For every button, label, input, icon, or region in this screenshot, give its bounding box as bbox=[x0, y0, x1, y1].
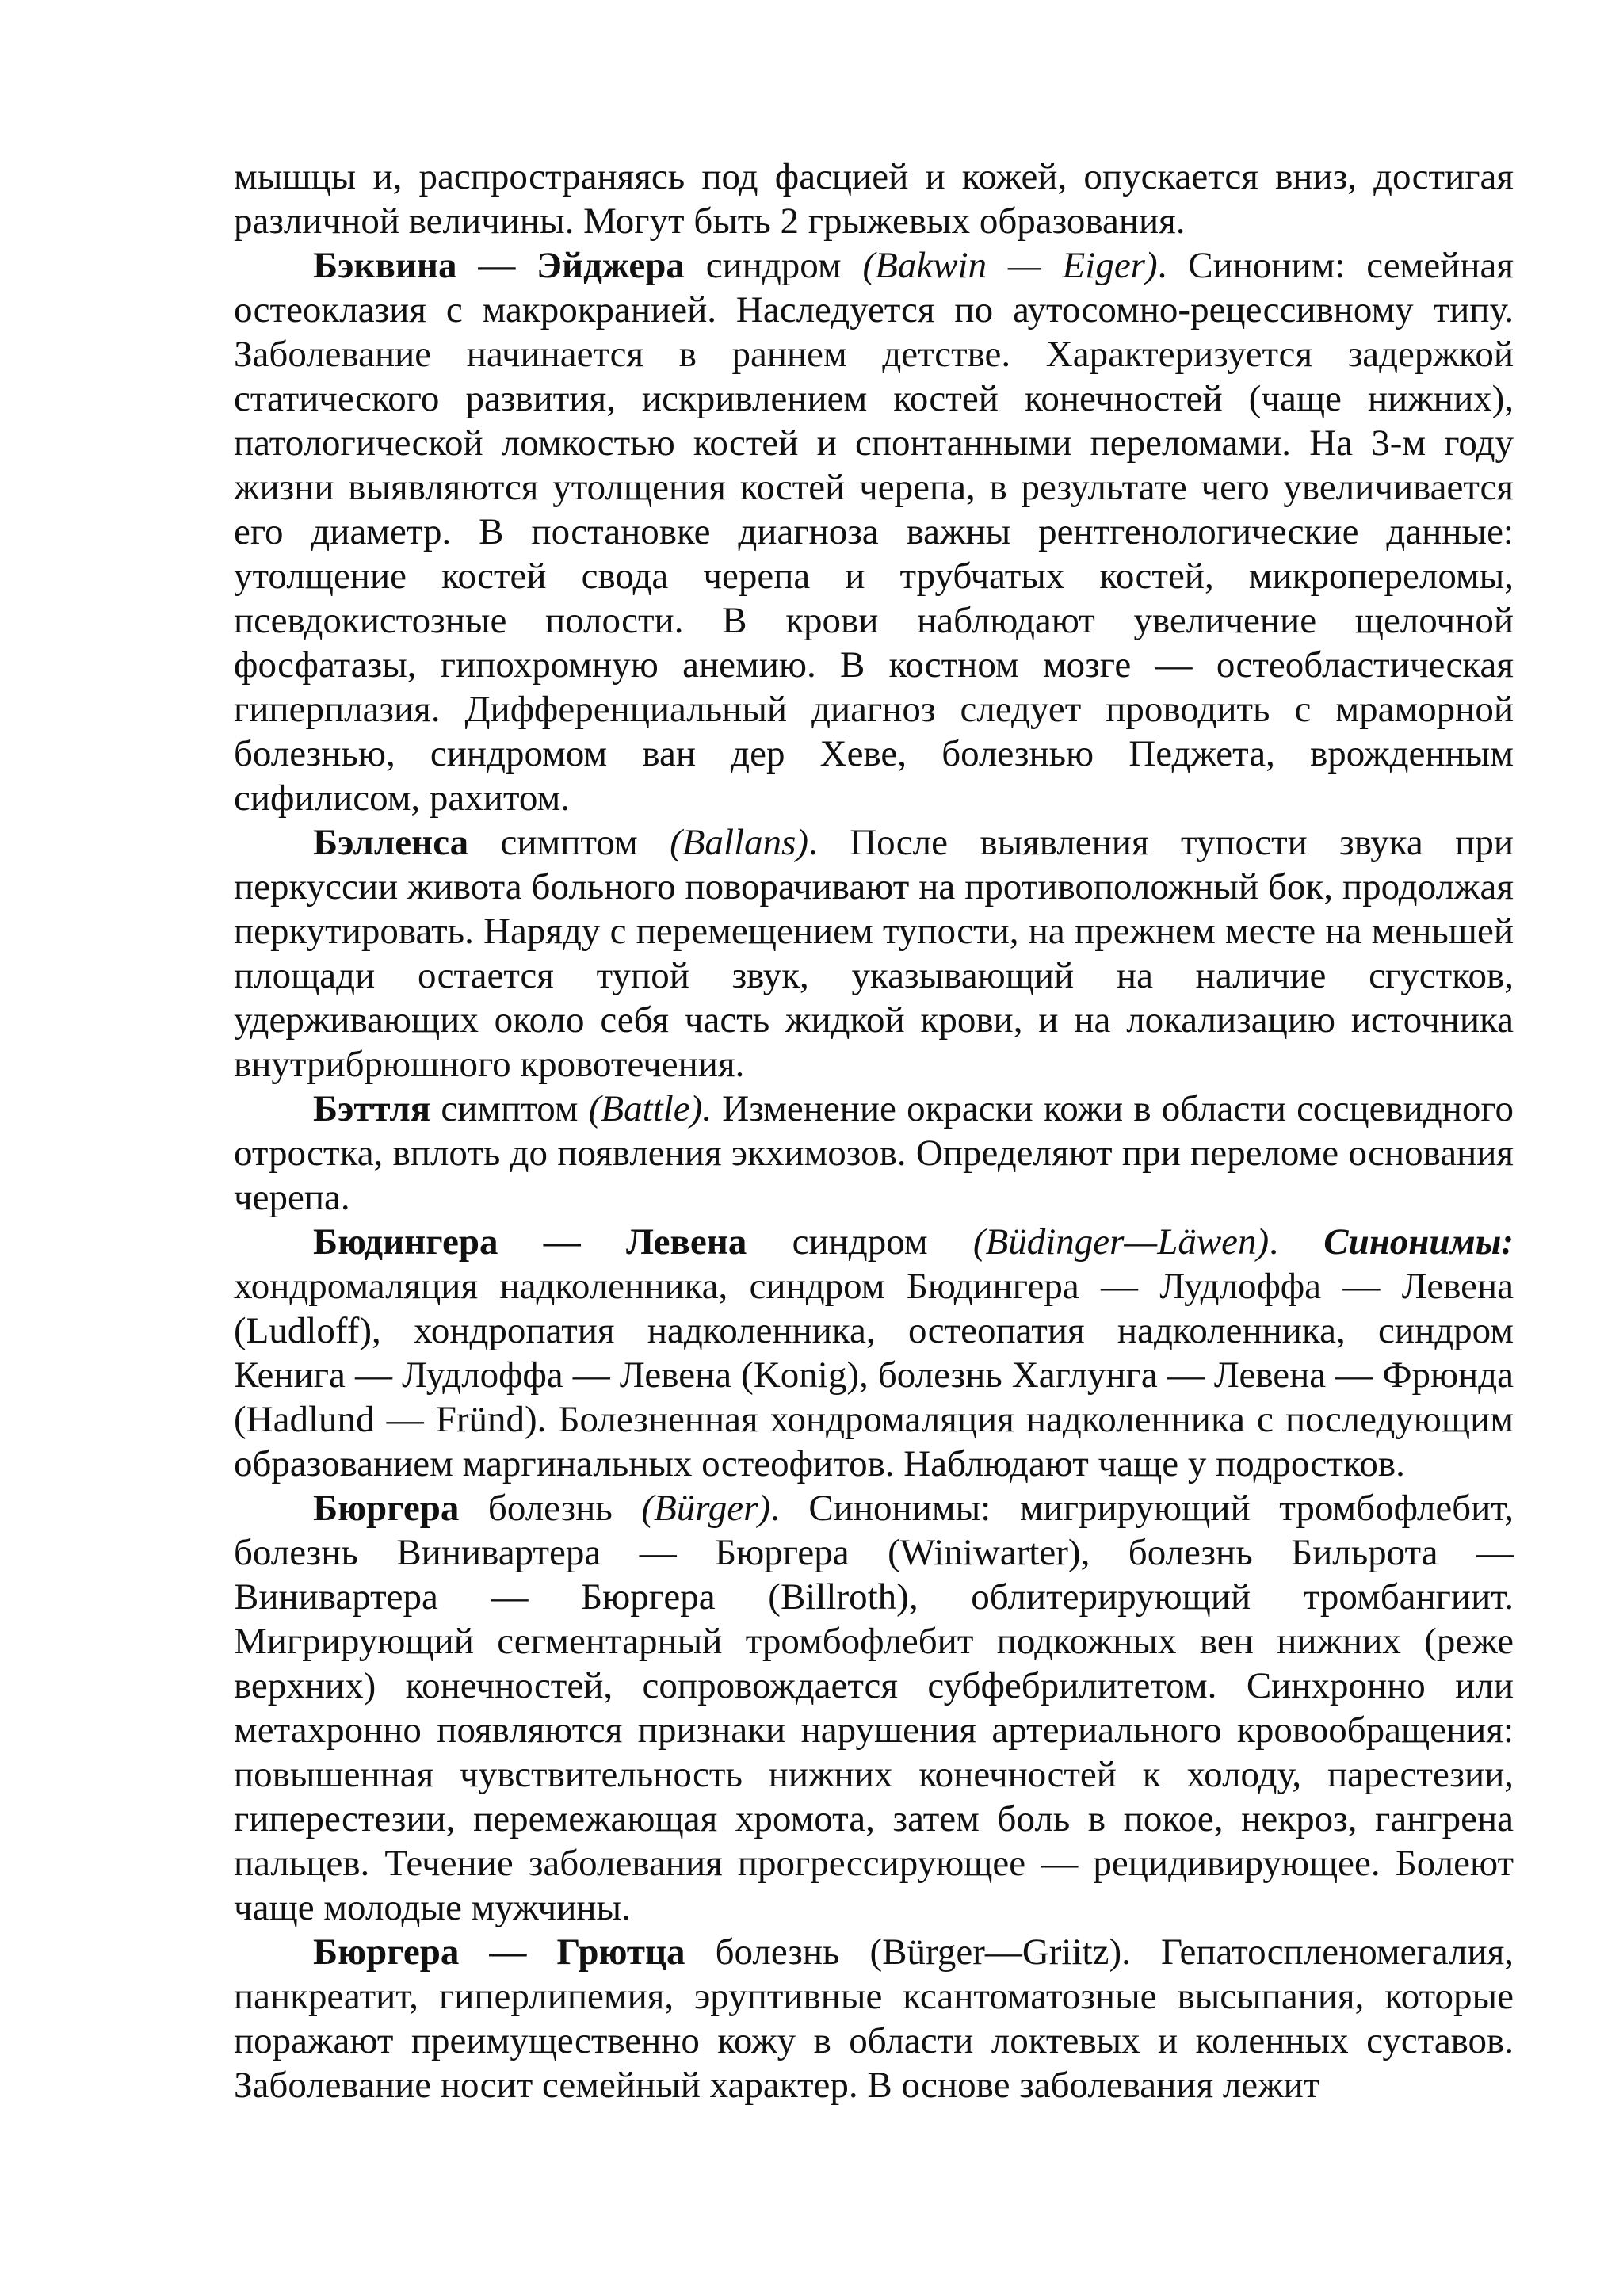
entry-text: болезнь (Bürger—Griitz). Гепатоспленомегалия, панкреатит, гиперлипемия, эруптивные ксантоматозные высыпания, которые поражают преимущественно кожу в области локтевых и коленных суставов. Заболевание носит семейный характер. В основе заболевания лежит bbox=[234, 1931, 1514, 2106]
entry-budinger-lawen bbox=[234, 1220, 1514, 1486]
document-page bbox=[234, 155, 1514, 2107]
entry-text: синдром bbox=[684, 245, 863, 286]
entry-text: болезнь bbox=[459, 1488, 642, 1529]
entry-latin-name: (Bakwin — Eiger) bbox=[862, 245, 1158, 286]
entry-text: . bbox=[1269, 1221, 1324, 1263]
entry-battle bbox=[234, 1087, 1514, 1220]
entry-text: синдром bbox=[747, 1221, 973, 1263]
entry-text: . Синонимы: мигрирующий тромбофлебит, болезнь Винивартера — Бюргера (Winiwarter), болезнь Бильрота — Винивартера — Бюргера (Billroth), облитерирующий тромбангиит. Мигрирующий сегментарный тромбофлебит подкожных вен нижних (реже верхних) конечностей, сопровождается субфебрилитетом. Синхронно или метахронно появляются признаки нарушения артериального кровообращения: повышенная чувствительность нижних конечностей к холоду, парестезии, гиперестезии, перемежающая хромота, затем боль в покое, некроз, гангрена пальцев. Течение заболевания прогрессирующее — рецидивирующее. Болеют чаще молодые мужчины. bbox=[234, 1488, 1514, 1928]
entry-text: хондромаляция надколенника, синдром Бюдингера — Лудлоффа — Левена (Ludloff), хондропатия надколенника, остеопатия надколенника, синдром Кенига — Лудлоффа — Левена (Konig), болезнь Хаглунга — Левена — Фрюнда (Hadlund — Fründ). Болезненная хондромаляция надколенника с последующим образованием маргинальных остеофитов. Наблюдают чаще у подростков. bbox=[234, 1266, 1514, 1484]
entry-bakwin-eiger bbox=[234, 243, 1514, 820]
entry-term: Бюдингера — Левена bbox=[313, 1221, 747, 1263]
entry-text: . После выявления тупости звука при перкуссии живота больного поворачивают на противоположный бок, продолжая перкутировать. Наряду с перемещением тупости, на прежнем месте на меньшей площади остается тупой звук, указывающий на наличие сгустков, удерживающих около себя часть жидкой крови, и на локализацию источника внутрибрюшного кровотечения. bbox=[234, 822, 1514, 1085]
entry-term: Бюргера — Грютца bbox=[313, 1931, 685, 1973]
paragraph-text: мышцы и, распространяясь под фасцией и кожей, опускается вниз, достигая различной величины. Могут быть 2 грыжевых образования. bbox=[234, 156, 1514, 242]
entry-text: симптом bbox=[430, 1088, 589, 1129]
entry-term: Бюргера bbox=[313, 1488, 460, 1529]
entry-text: симптом bbox=[468, 822, 670, 863]
synonyms-label: Синонимы: bbox=[1323, 1221, 1514, 1263]
paragraph-continuation bbox=[234, 155, 1514, 243]
entry-term: Бэттля bbox=[313, 1088, 431, 1129]
entry-latin-name: (Büdinger—Läwen) bbox=[972, 1221, 1270, 1263]
entry-latin-name: (Battle). bbox=[588, 1088, 712, 1129]
entry-ballans bbox=[234, 820, 1514, 1087]
entry-latin-name: (Ballans) bbox=[670, 822, 809, 863]
entry-burger bbox=[234, 1486, 1514, 1930]
entry-latin-name: (Bürger) bbox=[641, 1488, 771, 1529]
entry-text: Изменение окраски кожи в области сосцевидного отростка, вплоть до появления экхимозов. Определяют при переломе основания черепа. bbox=[234, 1088, 1514, 1218]
entry-burger-grutz bbox=[234, 1930, 1514, 2107]
entry-term: Бэлленса bbox=[313, 822, 469, 863]
entry-text: . Синоним: семейная остеоклазия с макрокранией. Наследуется по аутосомно-рецессивному типу. Заболевание начинается в раннем детстве. Характеризуется задержкой статического развития, искривлением костей конечностей (чаще нижних), патологической ломкостью костей и спонтанными переломами. На 3-м году жизни выявляются утолщения костей черепа, в результате чего увеличивается его диаметр. В постановке диагноза важны рентгенологические данные: утолщение костей свода черепа и трубчатых костей, микропереломы, псевдокистозные полости. В крови наблюдают увеличение щелочной фосфатазы, гипохромную анемию. В костном мозге — остеобластическая гиперплазия. Дифференциальный диагноз следует проводить с мраморной болезнью, синдромом ван дер Хеве, болезнью Педжета, врожденным сифилисом, рахитом. bbox=[234, 245, 1514, 819]
entry-term: Бэквина — Эйджера bbox=[313, 245, 685, 286]
